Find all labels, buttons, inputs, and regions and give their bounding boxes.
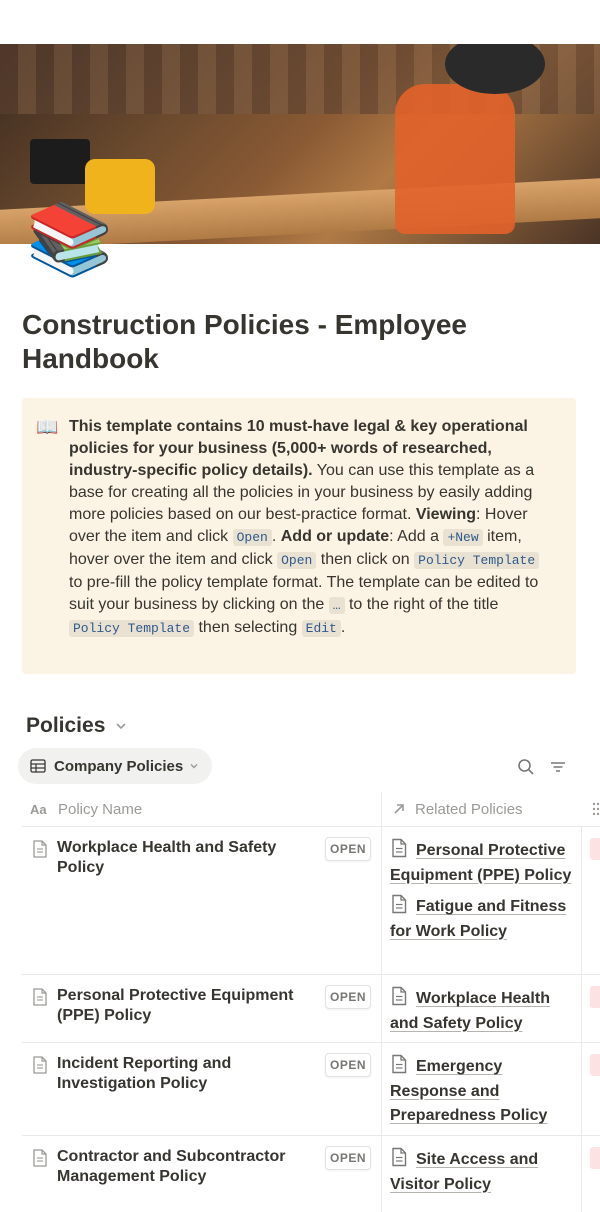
text-type-icon bbox=[30, 802, 50, 816]
table-row[interactable] bbox=[22, 826, 600, 975]
related-policy-label: Workplace Health and Safety Policy bbox=[390, 990, 550, 1032]
page-icon-books[interactable]: 📚 bbox=[26, 200, 114, 278]
search-icon[interactable] bbox=[516, 757, 536, 777]
open-book-icon: 📖 bbox=[36, 417, 59, 437]
page-icon bbox=[390, 1054, 408, 1074]
related-policy-link[interactable] bbox=[390, 1147, 574, 1197]
code-template-2: Policy Template bbox=[69, 620, 194, 637]
related-policy-link[interactable] bbox=[390, 894, 574, 944]
view-tab-company-policies[interactable] bbox=[18, 748, 212, 784]
tag-chip[interactable] bbox=[590, 986, 600, 1008]
related-policies-cell bbox=[390, 986, 574, 1042]
database-title[interactable]: Policies bbox=[26, 714, 106, 737]
callout-block: 📖 This template contains 10 must-have legal & key operational policies for your business (5,000+ words of researched, industry-specific policy details). You can use this template as a base for creating all the policies in your business by easily adding more policies based on our best-practice format. Viewing: Hover over the item and click Open . Add or update: Add a +New item, hover over the item and click Open then click on Policy Template to pre-fill the policy template format. The template can be edited to suit your business by clicking on the … to the right of the title Policy Template then selecting Edit . bbox=[22, 398, 576, 674]
page-icon bbox=[32, 840, 48, 858]
tag-chip[interactable] bbox=[590, 838, 600, 860]
add-text-2: item, hover over the item and click bbox=[69, 528, 522, 568]
related-policies-cell bbox=[390, 1147, 574, 1203]
svg-text:Aa: Aa bbox=[30, 802, 47, 816]
table-icon bbox=[30, 759, 46, 773]
code-edit: Edit bbox=[302, 620, 341, 637]
add-text-5: to the right of the title bbox=[344, 596, 499, 613]
chevron-down-icon bbox=[189, 761, 199, 771]
related-policy-label: Site Access and Visitor Policy bbox=[390, 1151, 539, 1193]
related-policy-label: Personal Protective Equipment (PPE) Policy bbox=[390, 842, 572, 884]
open-button[interactable]: OPEN bbox=[325, 837, 371, 861]
table-header-row bbox=[22, 792, 600, 827]
add-text-4: to pre-fill the policy template format. The template can be edited to suit your business by clicking on the bbox=[69, 574, 539, 613]
column-label: Related Policies bbox=[415, 800, 523, 818]
open-button[interactable]: OPEN bbox=[325, 985, 371, 1009]
open-button[interactable]: OPEN bbox=[325, 1146, 371, 1170]
page-icon bbox=[390, 1147, 408, 1167]
code-open-2: Open bbox=[277, 552, 316, 569]
add-label: Add or update bbox=[280, 528, 390, 545]
policy-name[interactable]: Incident Reporting and Investigation Policy bbox=[57, 1055, 232, 1092]
policy-name[interactable]: Contractor and Subcontractor Management Policy bbox=[57, 1148, 286, 1185]
related-policies-cell bbox=[390, 838, 574, 950]
chevron-down-icon[interactable] bbox=[115, 720, 127, 732]
open-button[interactable]: OPEN bbox=[325, 1053, 371, 1077]
page-icon bbox=[390, 838, 408, 858]
add-text-3: then click on bbox=[316, 551, 415, 568]
page-icon bbox=[32, 1056, 48, 1074]
page-title: Construction Policies - Employee Handbook bbox=[22, 309, 467, 374]
page-icon bbox=[390, 894, 408, 914]
related-policy-link[interactable] bbox=[390, 986, 574, 1036]
drag-handle-icon[interactable] bbox=[592, 802, 600, 816]
related-policy-label: Emergency Response and Preparedness Policy bbox=[390, 1058, 548, 1124]
policy-name[interactable]: Workplace Health and Safety Policy bbox=[57, 839, 277, 876]
arrow-up-right-icon bbox=[391, 801, 407, 817]
callout-bold-intro: This template contains 10 must-have legal & key operational policies for your business (5,000+ words of researched, industry-specific policy details). bbox=[69, 418, 528, 479]
viewing-label: Viewing bbox=[415, 506, 477, 523]
table-row[interactable] bbox=[22, 1135, 600, 1205]
tag-chip[interactable] bbox=[590, 1147, 600, 1169]
viewing-text: : Hover over the item and click bbox=[69, 506, 528, 545]
page-icon bbox=[32, 1149, 48, 1167]
top-bar bbox=[0, 0, 600, 44]
related-policy-label: Fatigue and Fitness for Work Policy bbox=[390, 898, 567, 940]
page-icon bbox=[32, 988, 48, 1006]
add-text-1: : Add a bbox=[389, 528, 444, 545]
add-text-6: then selecting bbox=[194, 619, 302, 636]
related-policy-link[interactable] bbox=[390, 838, 574, 888]
column-header-related-policies[interactable] bbox=[391, 792, 523, 826]
table-row[interactable] bbox=[22, 1042, 600, 1136]
policy-name[interactable]: Personal Protective Equipment (PPE) Policy bbox=[57, 987, 294, 1024]
column-label: Policy Name bbox=[58, 800, 143, 818]
database-header[interactable] bbox=[26, 712, 127, 740]
page-icon bbox=[390, 986, 408, 1006]
callout-intro-rest: You can use this template as a base for creating all the policies in your business by easily adding more policies based on our best-practice format. bbox=[69, 462, 535, 523]
tag-chip[interactable] bbox=[590, 1054, 600, 1076]
callout-end: . bbox=[340, 619, 346, 636]
code-dots: … bbox=[329, 597, 345, 614]
related-policies-cell bbox=[390, 1054, 574, 1135]
related-policy-link[interactable] bbox=[390, 1054, 574, 1129]
code-template: Policy Template bbox=[414, 552, 539, 569]
table-row[interactable] bbox=[22, 974, 600, 1043]
column-header-policy-name[interactable] bbox=[30, 792, 142, 826]
code-new: +New bbox=[443, 529, 482, 546]
filter-icon[interactable] bbox=[548, 757, 568, 777]
view-tab-label: Company Policies bbox=[54, 757, 184, 775]
code-open: Open bbox=[233, 529, 272, 546]
